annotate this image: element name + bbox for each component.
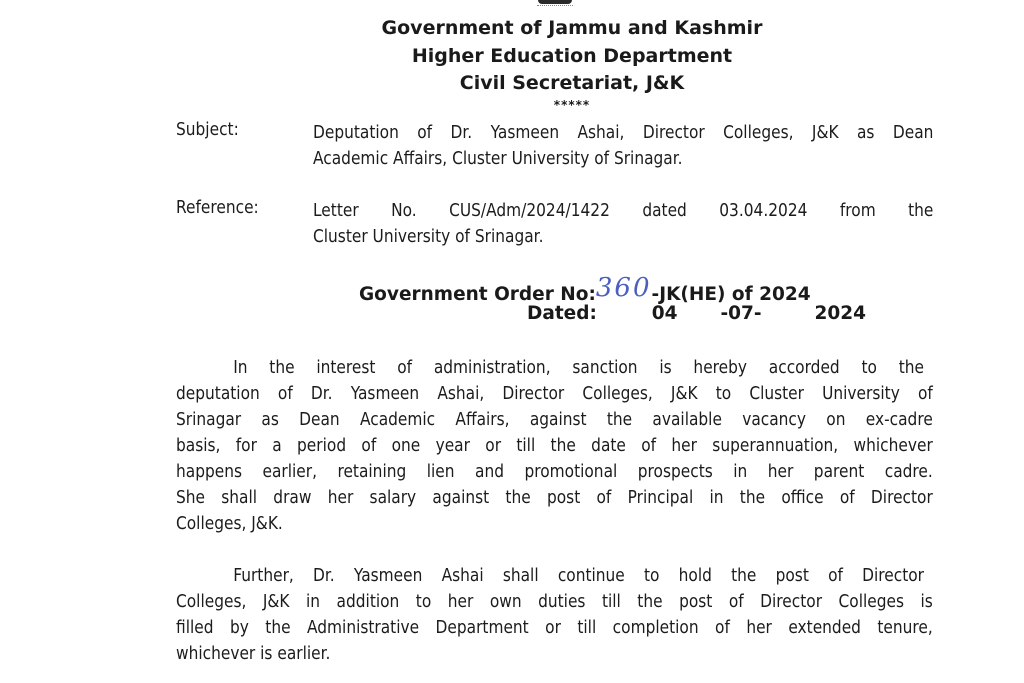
reference-line: Letter No. CUS/Adm/2024/1422 dated 03.04.2024 from the: [313, 201, 934, 221]
reference-text: [313, 198, 933, 250]
dated-label: Dated:: [527, 303, 597, 324]
date-year: 2024: [814, 303, 866, 324]
paragraph-line: whichever is earlier.: [176, 644, 331, 664]
paragraph-additional-charge: [176, 563, 933, 667]
date-month: -07-: [720, 303, 762, 324]
paragraph-line: filled by the Administrative Department or till completion of her extended tenure,: [176, 618, 933, 638]
paragraph-sanction: [176, 355, 933, 537]
paragraph-line: Colleges, J&K.: [176, 514, 283, 534]
order-suffix: -JK(HE) of 2024: [651, 284, 811, 305]
order-prefix: Government Order No:: [359, 284, 596, 305]
office-title: Civil Secretariat, J&K: [459, 72, 685, 94]
paragraph-line: Further, Dr. Yasmeen Ashai shall continue to hold the post of Director: [233, 566, 924, 586]
subject-label: Subject:: [176, 120, 239, 140]
paragraph-line: She shall draw her salary against the post of Principal in the office of Director: [176, 488, 933, 508]
government-title: Government of Jammu and Kashmir: [381, 17, 763, 39]
emblem-icon: [538, 0, 572, 4]
handwritten-order-number: 360: [595, 273, 652, 303]
paragraph-line: deputation of Dr. Yasmeen Ashai, Director Colleges, J&K to Cluster University of: [176, 384, 933, 404]
subject-line: Academic Affairs, Cluster University of Srinagar.: [313, 149, 683, 169]
paragraph-line: Colleges, J&K in addition to her own duties till the post of Director Colleges is: [176, 592, 933, 612]
paragraph-line: happens earlier, retaining lien and promotional prospects in her parent cadre.: [176, 462, 933, 482]
paragraph-line: basis, for a period of one year or till the date of her superannuation, whichever: [176, 436, 933, 456]
header-separator: *****: [553, 98, 591, 112]
paragraph-line: In the interest of administration, sanction is hereby accorded to the: [233, 358, 924, 378]
emblem-caption: [537, 5, 573, 8]
subject-text: [313, 120, 933, 172]
subject-line: Deputation of Dr. Yasmeen Ashai, Director Colleges, J&K as Dean: [313, 123, 934, 143]
paragraph-line: Srinagar as Dean Academic Affairs, against the available vacancy on ex-cadre: [176, 410, 933, 430]
date-day: 04: [651, 303, 678, 324]
reference-line: Cluster University of Srinagar.: [313, 227, 544, 247]
department-title: Higher Education Department: [411, 45, 733, 67]
order-date: [527, 303, 866, 324]
reference-label: Reference:: [176, 198, 259, 218]
